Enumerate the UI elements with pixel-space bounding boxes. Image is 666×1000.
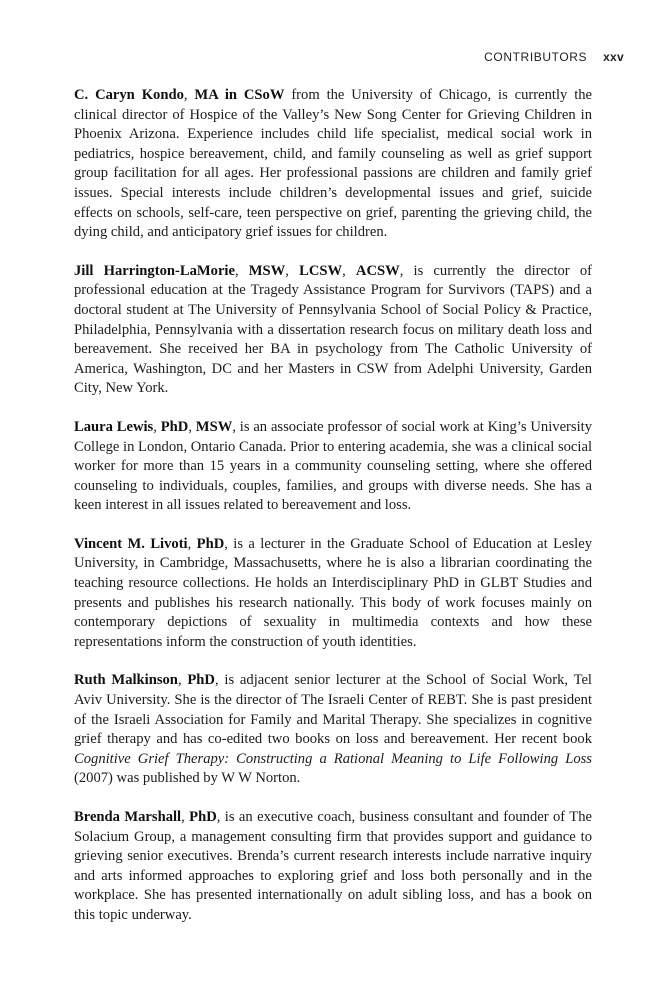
contributor-entry	[74, 671, 592, 789]
bio-text: ,	[234, 262, 249, 279]
page-number: xxv	[603, 50, 624, 64]
contributor-entry	[74, 418, 592, 516]
contributor-credential: MSW	[195, 418, 233, 435]
contributor-name: Laura Lewis	[74, 418, 154, 435]
section-title: CONTRIBUTORS	[484, 50, 588, 64]
bio-text: ,	[153, 418, 161, 435]
contributor-entry	[74, 262, 592, 399]
contributor-name: Brenda Marshall	[74, 809, 182, 825]
contributor-credential: LCSW	[299, 262, 343, 279]
contributor-credential: ACSW	[355, 262, 400, 279]
bio-text: , is an executive coach, business consultant and founder of The Solacium Group, a management consulting firm that provides support and guidance to grieving senior executives. Brenda’s current research interests include narrative inquiry and arts informed approaches to exploring grief and loss both personally and in the workplace. She has presented internationally on adult sibling loss, and has a book on this topic underway.	[74, 809, 592, 923]
contributor-name: C. Caryn Kondo	[74, 87, 184, 103]
contributor-credential: MSW	[248, 262, 286, 279]
contributor-entry	[74, 808, 592, 926]
running-head	[484, 50, 624, 64]
contributor-credential: PhD	[160, 418, 189, 435]
bio-text: from the University of Chicago, is currently the clinical director of Hospice of the Valley’s New Song Center for Grieving Children in Phoenix Arizona. Experience includes child life specialist, medical social work in pediatrics, hospice bereavement, child, and family counseling as well as grief support group facilitation for all ages. Her professional passions are children and family grief issues. Special interests include children’s developmental issues and grief, suicide effects on schools, self-care, teen perspective on grief, parenting the grieving child, the dying child, and anticipatory grief issues for children.	[74, 87, 593, 241]
contributor-name: Vincent M. Livoti	[74, 535, 188, 552]
contributor-name: Ruth Malkinson	[74, 672, 178, 689]
contributor-entry	[74, 535, 592, 653]
contributor-credential: PhD	[189, 809, 217, 825]
bio-text: (2007) was published by W W Norton.	[74, 770, 301, 787]
bio-text: ,	[187, 535, 197, 552]
contributor-entry	[74, 86, 592, 243]
bio-text: , is adjacent senior lecturer at the School of Social Work, Tel Aviv University. She is the director of The Israeli Center of REBT. She is past president of the Israeli Association for Family and Marital Therapy. She specializes in cognitive grief therapy and has co-edited two books on loss and bereavement. Her recent book	[74, 672, 592, 748]
contributor-credential: PhD	[196, 535, 225, 552]
contributors-list	[74, 86, 592, 945]
contributor-credential: PhD	[187, 672, 215, 689]
contributor-credential: MA in CSoW	[194, 87, 285, 103]
bio-text: ,	[342, 262, 356, 279]
bio-text: ,	[188, 418, 196, 435]
bio-text: , is an associate professor of social work at King’s University College in London, Ontario Canada. Prior to entering academia, she was a clinical social worker for more than 15 years in a community counseling setting, where she offered counseling to individuals, couples, families, and groups with diverse needs. She has a keen interest in all issues related to bereavement and loss.	[74, 418, 593, 514]
bio-text: , is a lecturer in the Graduate School of Education at Lesley University, in Cambridge, Massachusetts, where he is also a librarian coordinating the teaching resource collections. He holds an Interdisciplinary PhD in GLBT Studies and presents and publishes his research nationally. This body of work focuses mainly on contemporary depictions of sexuality in multimedia contexts and how these representations inform the construction of youth identities.	[74, 535, 592, 650]
bio-text: ,	[177, 672, 188, 689]
bio-text: , is currently the director of professional education at the Tragedy Assistance Program for Survivors (TAPS) and a doctoral student at The University of Pennsylvania School of Social Policy & Practice, Philadelphia, Pennsylvania with a dissertation research focus on military death loss and bereavement. She received her BA in psychology from The Catholic University of America, Washington, DC and her Masters in CSW from Adelphi University, Garden City, New York.	[74, 262, 592, 397]
bio-text: ,	[285, 262, 300, 279]
book-title: Cognitive Grief Therapy: Constructing a Rational Meaning to Life Following Loss	[74, 750, 592, 767]
bio-text: ,	[183, 87, 195, 103]
contributor-name: Jill Harrington-LaMorie	[74, 262, 235, 279]
bio-text: ,	[181, 809, 190, 825]
